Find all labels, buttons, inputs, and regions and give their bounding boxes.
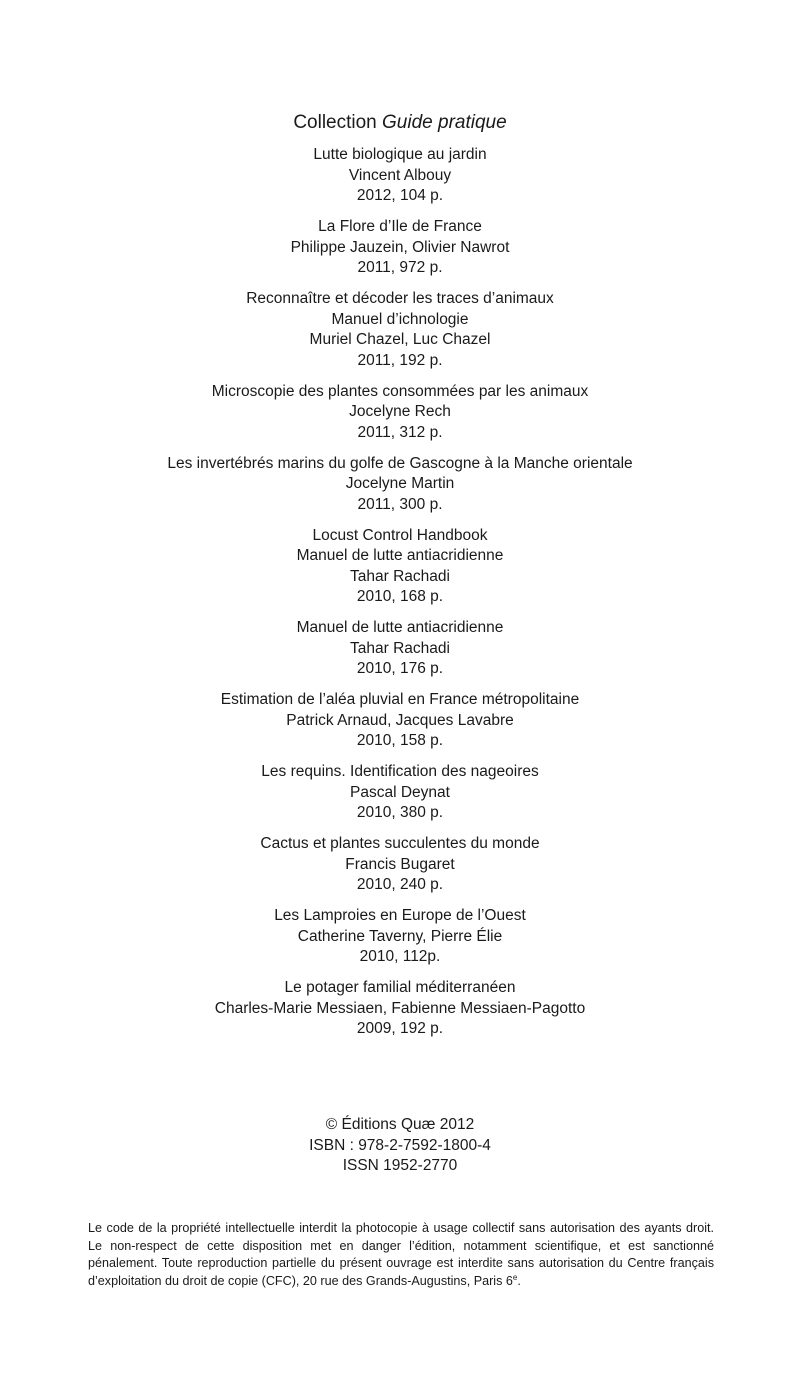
legal-notice	[88, 1220, 714, 1290]
book-detail-line: 2011, 300 p.	[357, 495, 443, 513]
book-detail-line: 2011, 972 p.	[357, 259, 443, 276]
book-detail-line: 2010, 158 p.	[356, 732, 444, 749]
book-title: Reconnaître et décoder les traces d’animaux	[246, 290, 554, 307]
book-detail-line: Manuel d’ichnologie	[331, 310, 469, 328]
book-title: Les Lamproies en Europe de l’Ouest	[274, 907, 526, 924]
book-title: Estimation de l’aléa pluvial en France métropolitaine	[220, 691, 580, 708]
book-entry	[0, 382, 800, 444]
book-detail-line: Jocelyne Martin	[345, 475, 455, 492]
book-entry	[0, 526, 800, 608]
collection-title	[0, 110, 800, 136]
book-entry	[0, 690, 800, 752]
book-title: Les requins. Identification des nageoires	[261, 763, 539, 780]
book-detail-line: 2012, 104 p.	[356, 187, 444, 204]
book-entry	[0, 834, 800, 896]
book-detail-line: Catherine Taverny, Pierre Élie	[297, 927, 503, 945]
book-entry	[0, 618, 800, 680]
book-detail-line: Vincent Albouy	[348, 166, 452, 184]
book-detail-line: Patrick Arnaud, Jacques Lavabre	[286, 711, 514, 729]
collection-prefix: Collection	[293, 112, 377, 133]
book-detail-line: Jocelyne Rech	[349, 403, 451, 420]
book-detail-line: 2010, 168 p.	[356, 588, 444, 605]
book-title: La Flore d’Ile de France	[318, 218, 482, 235]
book-detail-line: 2010, 380 p.	[356, 804, 444, 821]
book-detail-line: Francis Bugaret	[345, 855, 455, 873]
book-entry	[0, 289, 800, 371]
book-detail-line: Pascal Deynat	[350, 783, 450, 801]
book-entry	[0, 906, 800, 968]
book-detail-line: 2011, 192 p.	[357, 351, 443, 369]
book-entry	[0, 762, 800, 824]
legal-superscript: e	[512, 1272, 518, 1282]
book-entry	[0, 217, 800, 279]
collection-name: Guide pratique	[382, 112, 507, 133]
book-detail-line: 2010, 240 p.	[356, 876, 444, 893]
book-detail-line: Charles-Marie Messiaen, Fabienne Messiaen-Pagotto	[214, 999, 586, 1017]
isbn-line: ISBN : 978-2-7592-1800-4	[309, 1136, 491, 1154]
book-list	[0, 145, 800, 1050]
issn-line: ISSN 1952-2770	[342, 1157, 458, 1174]
book-detail-line: 2011, 312 p.	[357, 423, 443, 441]
book-entry	[0, 454, 800, 516]
book-detail-line: Muriel Chazel, Luc Chazel	[309, 331, 491, 348]
book-title: Locust Control Handbook	[312, 526, 488, 544]
book-detail-line: Tahar Rachadi	[350, 567, 450, 585]
book-entry	[0, 978, 800, 1040]
book-detail-line: 2010, 176 p.	[356, 660, 444, 677]
imprint	[0, 1115, 800, 1177]
book-entry	[0, 145, 800, 207]
book-title: Cactus et plantes succulentes du monde	[260, 835, 540, 852]
book-detail-line: 2010, 112p.	[359, 948, 441, 965]
legal-end: .	[517, 1273, 521, 1288]
copyright-line: © Éditions Quæ 2012	[325, 1116, 475, 1133]
book-title: Manuel de lutte antiacridienne	[296, 619, 504, 636]
book-title: Le potager familial méditerranéen	[284, 979, 516, 996]
legal-text: Le code de la propriété intellectuelle interdit la photocopie à usage collectif sans autorisation des ayants droit. Le non-respect de cette disposition met en danger l’édition, notamment scientifique, et est sanctionné pénalement. Toute reproduction partielle du présent ouvrage est interdite sans autorisation du Centre français d’exploitation du droit de copie (CFC), 20 rue des Grands-Augustins, Paris 6	[88, 1221, 714, 1288]
book-title: Lutte biologique au jardin	[313, 146, 487, 163]
book-title: Microscopie des plantes consommées par les animaux	[211, 382, 589, 400]
book-detail-line: Philippe Jauzein, Olivier Nawrot	[290, 238, 510, 256]
book-title: Les invertébrés marins du golfe de Gascogne à la Manche orientale	[167, 454, 633, 472]
book-detail-line: Tahar Rachadi	[350, 639, 450, 657]
book-detail-line: 2009, 192 p.	[356, 1020, 444, 1037]
book-detail-line: Manuel de lutte antiacridienne	[296, 547, 504, 564]
